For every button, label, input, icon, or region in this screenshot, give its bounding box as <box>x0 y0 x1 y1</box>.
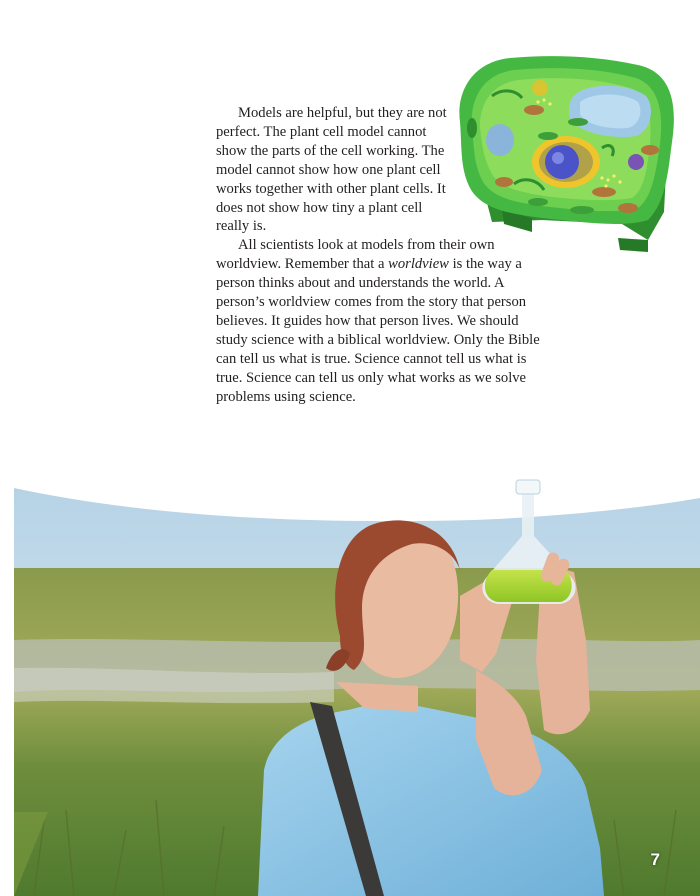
paragraph-worldview-end: is the way a person thinks about and understands the world. A person’s worldview comes from the story that person believes. It guides how that person lives. We should study science with a biblical worldview. Only the Bible can tell us what is true. Science cannot tell us what is true. Science can tell us only what works as we solve problems using science. <box>216 256 540 405</box>
page-number: 7 <box>650 850 660 869</box>
paragraph-worldview-start: All scientists look at models from their own worldview. Remember that a <box>216 237 495 273</box>
paragraph-worldview <box>216 236 546 406</box>
body-text <box>216 104 546 407</box>
scientist-photo-svg <box>14 440 700 896</box>
scientist-photo <box>14 440 700 896</box>
paragraph-models: Models are helpful, but they are not perfect. The plant cell model cannot show the parts of the cell working. The model cannot show how one plant cell works together with other plant cells. It does not show how tiny a plant cell really is. <box>216 105 447 235</box>
worldview-term: worldview <box>388 256 449 273</box>
